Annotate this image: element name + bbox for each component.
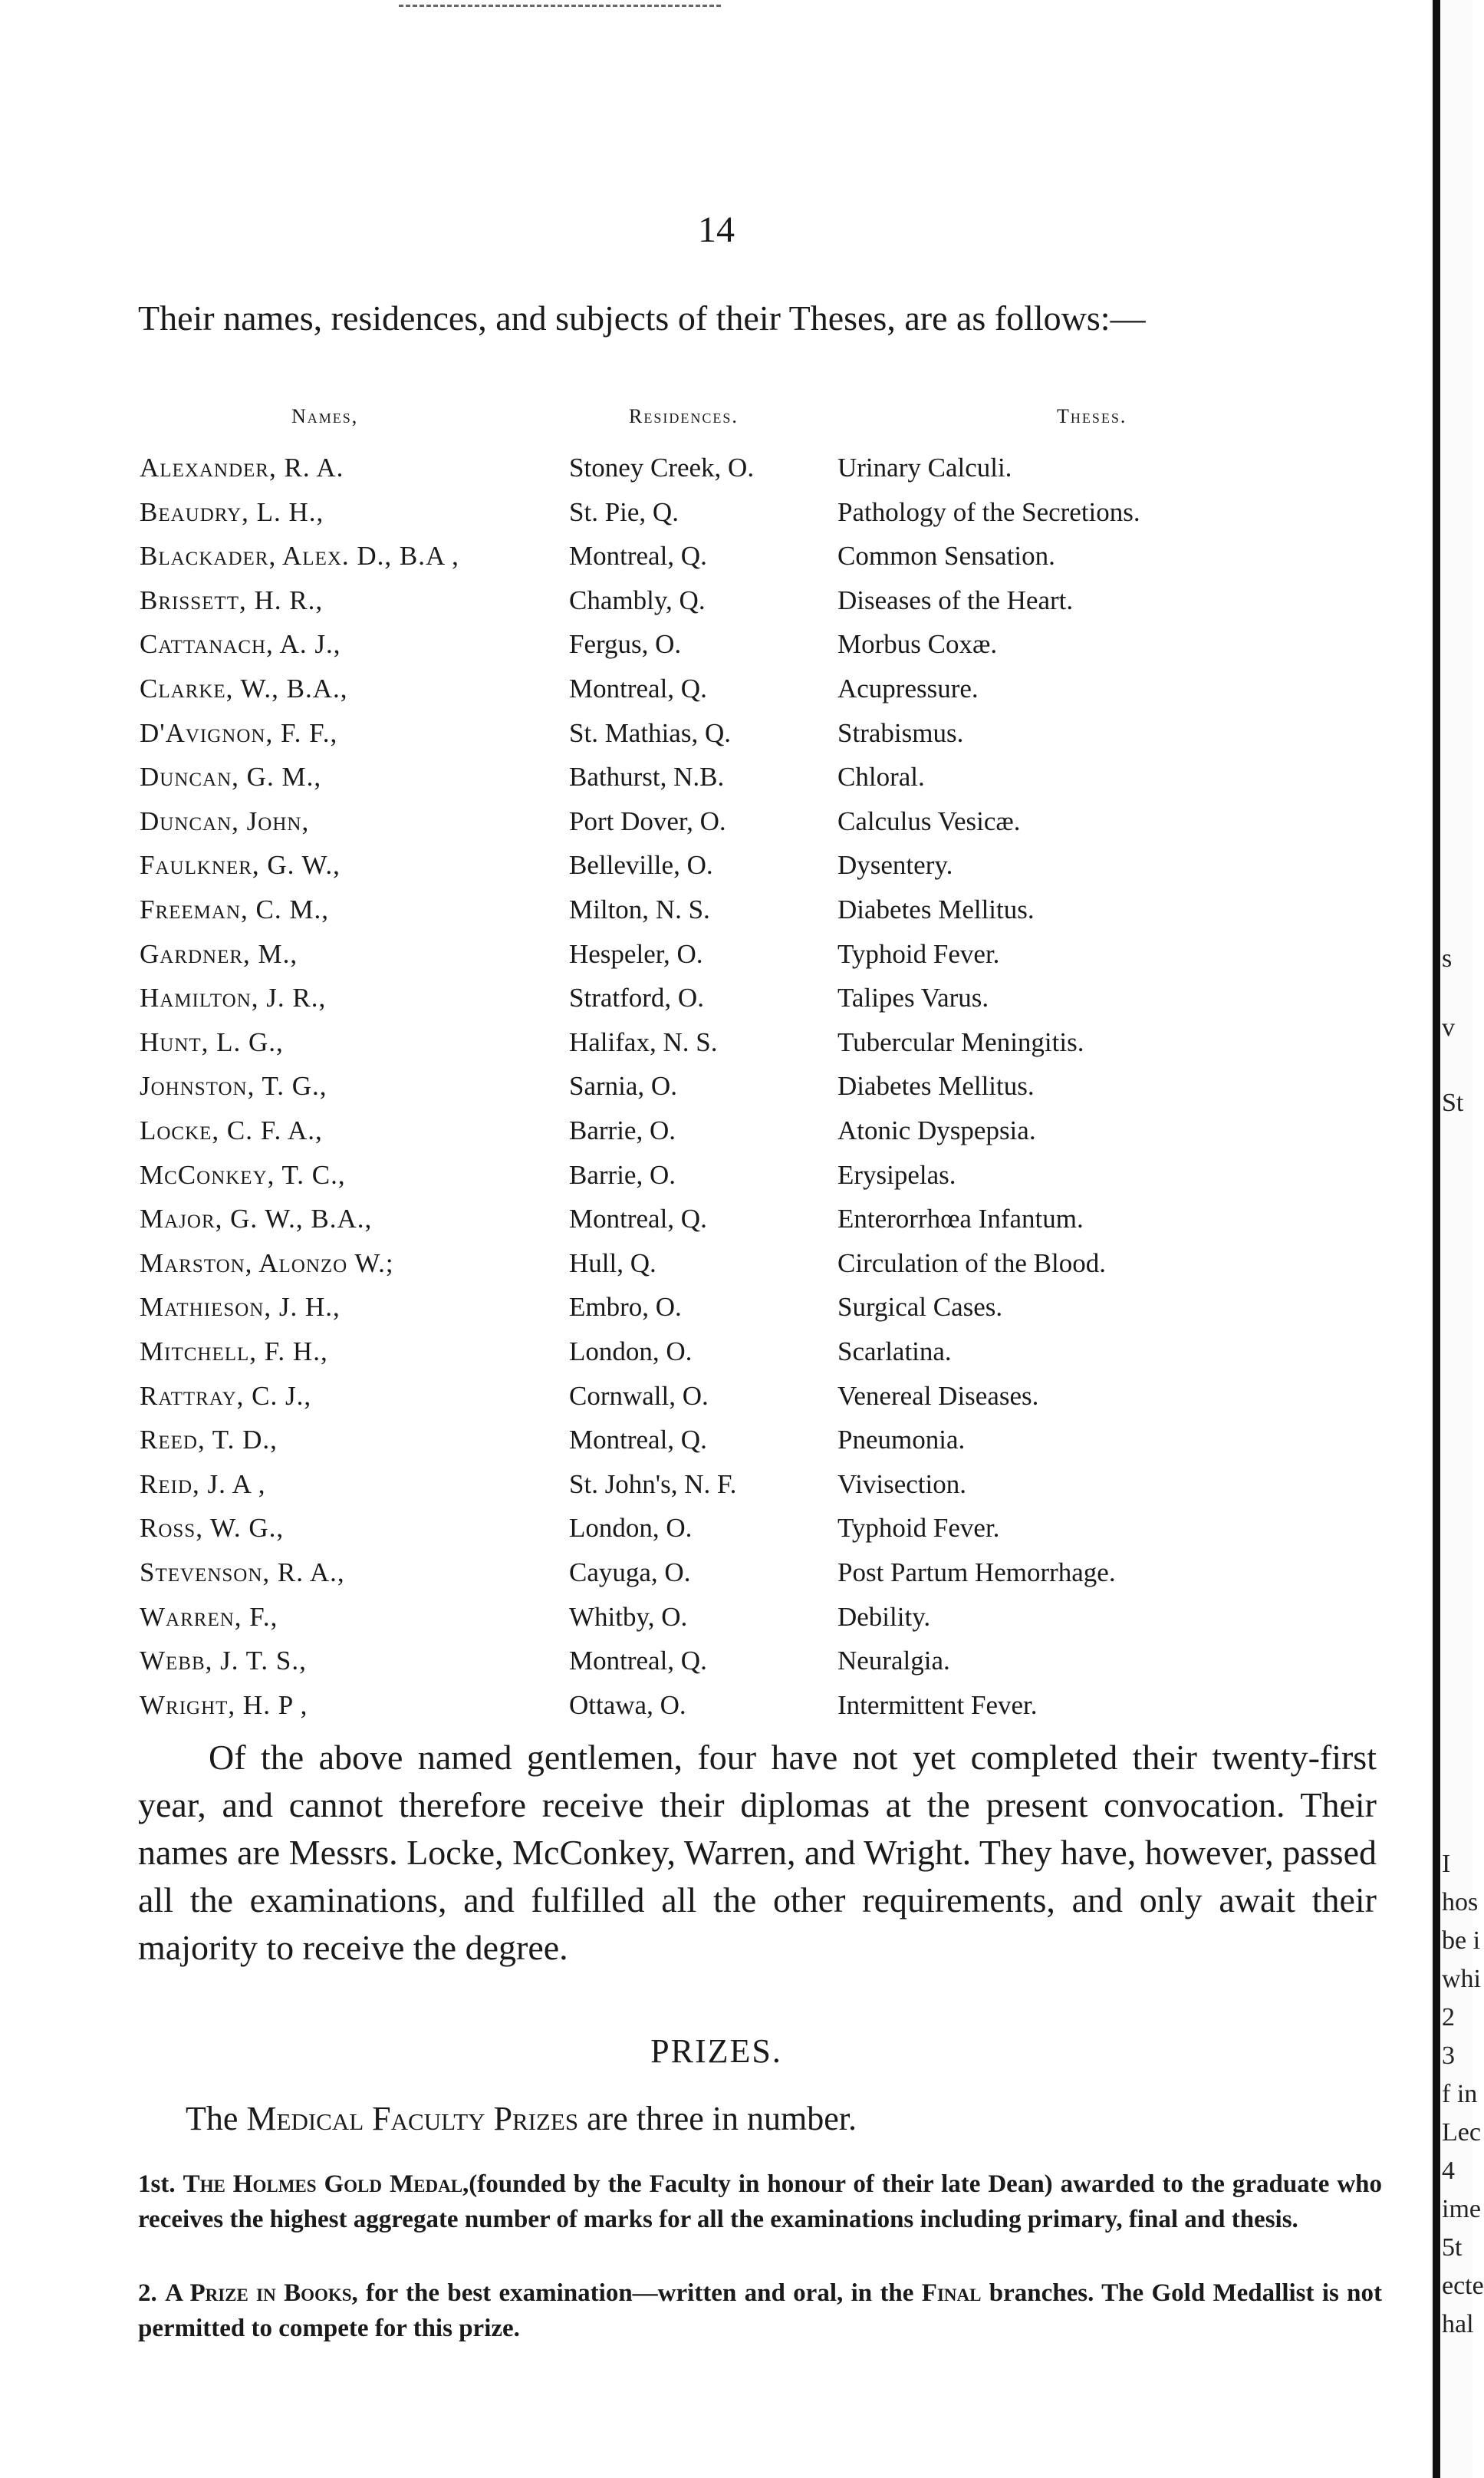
graduate-name: Mitchell, F. H., [140,1336,328,1366]
graduate-thesis: Common Sensation. [837,541,1055,571]
table-row [0,1021,1433,1064]
prize-2-text-a: for the best examination—written and oral, in the [366,2279,914,2307]
prize-2-lead: 2. [138,2279,157,2307]
prize-1-title: The Holmes Gold Medal, [183,2170,469,2198]
graduate-residence: Montreal, Q. [569,1646,707,1676]
table-row [0,1065,1433,1108]
table-row [0,1330,1433,1373]
graduate-thesis: Diabetes Mellitus. [837,895,1035,924]
adjacent-fragment: hos [1442,1888,1479,1916]
column-header-theses: Theses. [1057,405,1127,427]
graduate-residence: Montreal, Q. [569,1425,707,1455]
table-row [0,1463,1433,1506]
graduate-name: Stevenson, R. A., [140,1557,345,1587]
adjacent-fragment: 5t [1442,2233,1463,2262]
body-paragraph [138,1734,1377,1972]
graduate-name: Webb, J. T. S., [140,1646,307,1676]
graduate-name: Beaudry, L. H., [140,497,324,527]
graduate-name: Locke, C. F. A., [140,1115,323,1145]
table-row [0,623,1433,666]
graduate-thesis: Diseases of the Heart. [837,585,1074,615]
table-row [0,1154,1433,1197]
graduate-name: Duncan, John, [140,806,310,836]
adjacent-fragment: 2 [1442,2003,1455,2031]
table-row [0,1109,1433,1152]
prizes-heading: PRIZES. [650,2032,782,2070]
graduate-residence: Montreal, Q. [569,1204,707,1234]
prize-1-lead: 1st. [138,2170,176,2198]
graduate-thesis: Strabismus. [837,718,964,748]
graduate-residence: Sarnia, O. [569,1071,677,1101]
graduate-residence: London, O. [569,1513,693,1543]
adjacent-fragment: Lec [1442,2118,1481,2147]
adjacent-fragment: 3 [1442,2041,1455,2070]
table-row [0,1551,1433,1594]
binding-edge [1433,0,1440,2478]
graduate-thesis: Vivisection. [837,1469,967,1499]
graduate-residence: Montreal, Q. [569,674,707,704]
graduate-name: Mathieson, J. H., [140,1292,341,1322]
graduate-residence: Milton, N. S. [569,895,710,924]
table-row [0,844,1433,887]
table-row [0,1684,1433,1727]
table-row [0,1507,1433,1550]
table-row [0,1639,1433,1682]
adjacent-fragment: whi [1442,1965,1481,1993]
graduate-name: Alexander, R. A. [140,453,344,483]
graduate-thesis: Atonic Dyspepsia. [837,1115,1036,1145]
prize-item-1 [138,2167,1382,2237]
table-row [0,977,1433,1020]
graduate-thesis: Pneumonia. [837,1425,966,1455]
graduate-name: Faulkner, G. W., [140,850,341,880]
graduate-thesis: Morbus Coxæ. [837,629,998,659]
adjacent-fragment: ecte [1442,2272,1484,2300]
prizes-intro-post: are three in number. [587,2100,857,2137]
graduate-residence: Ottawa, O. [569,1690,686,1720]
adjacent-fragment: ime [1442,2195,1481,2223]
table-row [0,1375,1433,1418]
graduate-residence: Barrie, O. [569,1160,676,1190]
graduate-residence: St. Pie, Q. [569,497,679,527]
graduate-residence: Cornwall, O. [569,1381,709,1411]
graduate-residence: Hull, Q. [569,1248,656,1278]
prize-2-final: Final [921,2279,982,2307]
graduate-name: Reid, J. A , [140,1469,266,1499]
adjacent-fragment: 4 [1442,2157,1455,2185]
graduate-thesis: Acupressure. [837,674,979,704]
graduate-name: Rattray, C. J., [140,1381,312,1411]
intro-text: Their names, residences, and subjects of their Theses, are as follows:— [138,298,1146,338]
graduate-name: McConkey, T. C., [140,1160,346,1190]
table-row [0,667,1433,710]
prize-2-text-b: branches. The Gold Medallist is not permitted to compete for this prize. [138,2279,1383,2342]
prize-2-title: A Prize in Books, [165,2279,358,2307]
table-row [0,1198,1433,1241]
graduate-residence: London, O. [569,1336,693,1366]
graduate-thesis: Chloral. [837,762,925,792]
graduate-thesis: Dysentery. [837,850,953,880]
prizes-intro-pre: The [186,2100,239,2137]
adjacent-fragment: St [1442,1089,1464,1117]
table-row [0,756,1433,799]
graduate-residence: Montreal, Q. [569,541,707,571]
adjacent-fragment: hal [1442,2310,1474,2338]
graduate-residence: Halifax, N. S. [569,1027,718,1057]
graduate-thesis: Debility. [837,1602,931,1632]
graduate-residence: Embro, O. [569,1292,682,1322]
graduate-residence: Hespeler, O. [569,939,703,969]
graduate-thesis: Circulation of the Blood. [837,1248,1106,1278]
graduate-name: Hamilton, J. R., [140,983,327,1013]
graduate-name: Brissett, H. R., [140,585,324,615]
table-row [0,447,1433,489]
graduate-thesis: Surgical Cases. [837,1292,1003,1322]
graduate-thesis: Urinary Calculi. [837,453,1012,483]
table-row [0,712,1433,755]
graduate-residence: Bathurst, N.B. [569,762,725,792]
graduate-residence: St. John's, N. F. [569,1469,737,1499]
prizes-intro-title: Medical Faculty Prizes [246,2100,579,2137]
table-row [0,1419,1433,1461]
graduate-residence: Barrie, O. [569,1115,676,1145]
table-row [0,579,1433,622]
graduate-name: Ross, W. G., [140,1513,285,1543]
adjacent-fragment: be i [1442,1926,1481,1955]
graduate-residence: Cayuga, O. [569,1557,691,1587]
graduate-thesis: Erysipelas. [837,1160,956,1190]
graduate-thesis: Venereal Diseases. [837,1381,1039,1411]
prize-item-2 [138,2275,1382,2346]
graduate-thesis: Post Partum Hemorrhage. [837,1557,1116,1587]
graduate-residence: Port Dover, O. [569,806,726,836]
graduate-thesis: Enterorrhœa Infantum. [837,1204,1084,1234]
graduate-residence: Stratford, O. [569,983,704,1013]
graduate-thesis: Tubercular Meningitis. [837,1027,1084,1057]
table-row [0,491,1433,534]
adjacent-fragment: v [1442,1013,1455,1042]
graduate-thesis: Typhoid Fever. [837,1513,1000,1543]
prize-1-text: (founded by the Faculty in honour of their late Dean) awarded to the graduate who receives the highest aggregate number of marks for all the examinations including primary, final and thesis. [138,2170,1383,2233]
graduate-name: Cattanach, A. J., [140,629,341,659]
body-paragraph-text: Of the above named gentlemen, four have not yet completed their twenty-first year, and cannot therefore receive their diplomas at the present convocation. Their names are Messrs. Locke, McConkey, Warren, and Wright. They have, however, passed all the examinations, and fulfilled all the other requirements, and only await their majority to receive the degree. [138,1738,1377,1967]
graduate-name: Freeman, C. M., [140,895,329,924]
adjacent-fragment: f in [1442,2080,1478,2108]
graduate-thesis: Neuralgia. [837,1646,950,1676]
graduate-residence: Chambly, Q. [569,585,706,615]
column-header-names: Names, [291,405,359,427]
graduate-thesis: Talipes Varus. [837,983,989,1013]
graduate-thesis: Calculus Vesicæ. [837,806,1021,836]
graduate-name: Reed, T. D., [140,1425,278,1455]
scan-mark [399,5,721,22]
graduate-residence: Whitby, O. [569,1602,688,1632]
prizes-intro [186,2099,857,2138]
table-row [0,535,1433,578]
table-row [0,1286,1433,1329]
page-number: 14 [698,209,735,250]
graduate-name: Blackader, Alex. D., B.A , [140,541,459,571]
graduate-thesis: Diabetes Mellitus. [837,1071,1035,1101]
graduate-name: Gardner, M., [140,939,298,969]
graduate-thesis: Pathology of the Secretions. [837,497,1140,527]
graduate-residence: Belleville, O. [569,850,713,880]
graduate-name: Marston, Alonzo W.; [140,1248,394,1278]
graduate-thesis: Typhoid Fever. [837,939,1000,969]
graduate-thesis: Scarlatina. [837,1336,952,1366]
column-header-residences: Residences. [629,405,739,427]
table-row [0,888,1433,931]
table-row [0,933,1433,976]
graduate-name: D'Avignon, F. F., [140,718,338,748]
graduate-name: Major, G. W., B.A., [140,1204,373,1234]
graduate-name: Wright, H. P , [140,1690,308,1720]
graduate-name: Clarke, W., B.A., [140,674,348,704]
graduate-thesis: Intermittent Fever. [837,1690,1038,1720]
table-row [0,800,1433,843]
graduate-residence: St. Mathias, Q. [569,718,731,748]
adjacent-fragment: s [1442,944,1453,973]
graduate-name: Duncan, G. M., [140,762,322,792]
adjacent-fragment: I [1442,1850,1451,1878]
graduate-name: Hunt, L. G., [140,1027,284,1057]
graduate-residence: Fergus, O. [569,629,682,659]
table-row [0,1596,1433,1639]
graduate-name: Warren, F., [140,1602,278,1632]
table-row [0,1242,1433,1285]
graduate-residence: Stoney Creek, O. [569,453,755,483]
graduate-name: Johnston, T. G., [140,1071,327,1101]
